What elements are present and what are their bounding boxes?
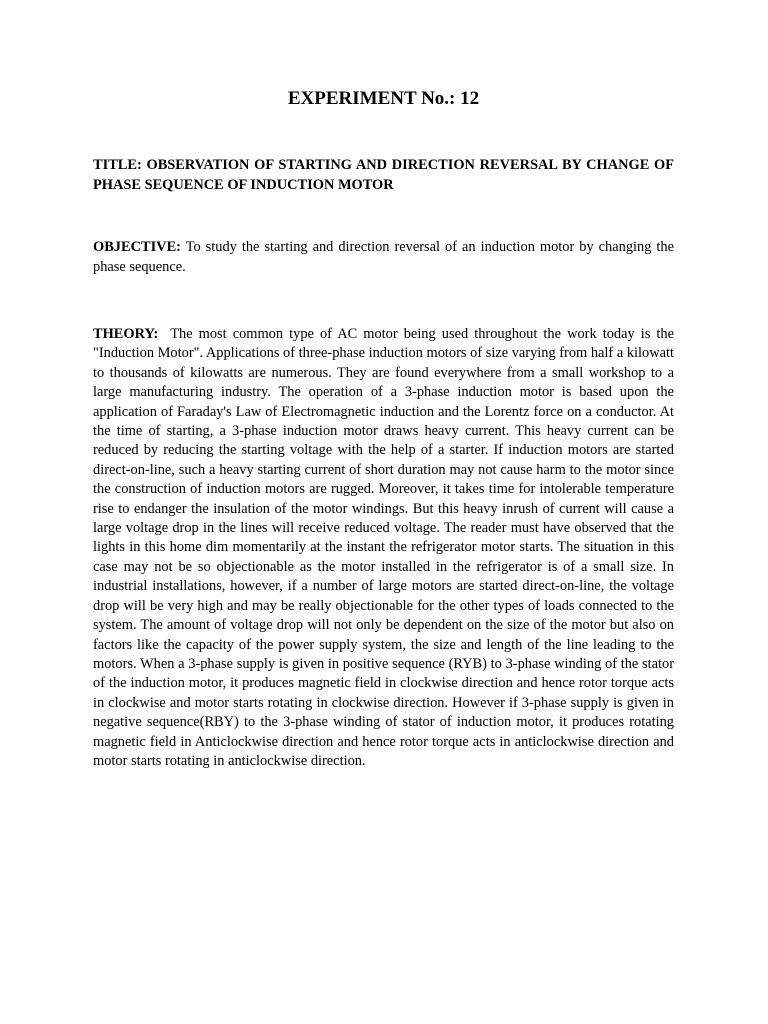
objective-section: [93, 237, 674, 277]
objective-label: OBJECTIVE:: [93, 239, 181, 255]
theory-section: [93, 325, 674, 771]
document-page: [93, 0, 674, 1024]
objective-text: To study the starting and direction reversal of an induction motor by changing the phase sequence.: [93, 239, 674, 275]
theory-text: The most common type of AC motor being used throughout the work today is the "Induction Motor". Applications of three-phase induction motors of size varying from half a kilowatt to thousands of kilowatts are numerous. They are found everywhere from a small workshop to a large manufacturing industry. The operation of a 3-phase induction motor is based upon the application of Faraday's Law of Electromagnetic induction and the Lorentz force on a conductor. At the time of starting, a 3-phase induction motor draws heavy current. This heavy current can be reduced by reducing the starting voltage with the help of a starter. If induction motors are started direct-on-line, such a heavy starting current of short duration may not cause harm to the motor since the construction of induction motors are rugged. Moreover, it takes time for intolerable temperature rise to endanger the insulation of the motor windings. But this heavy inrush of current will cause a large voltage drop in the lines will receive reduced voltage. The reader must have observed that the lights in this home dim momentarily at the instant the refrigerator motor starts. The situation in this case may not be so objectionable as the motor installed in the refrigerator is of a small size. In industrial installations, however, if a number of large motors are started direct-on-line, the voltage drop will be very high and may be really objectionable for the other types of loads connected to the system. The amount of voltage drop will not only be dependent on the size of the motor but also on factors like the capacity of the power supply system, the size and length of the line leading to the motors. When a 3-phase supply is given in positive sequence (RYB) to 3-phase winding of the stator of the induction motor, it produces magnetic field in clockwise direction and hence rotor torque acts in clockwise and motor starts rotating in clockwise direction. However if 3-phase supply is given in negative sequence(RBY) to the 3-phase winding of stator of induction motor, it produces rotating magnetic field in Anticlockwise direction and hence rotor torque acts in anticlockwise direction and motor starts rotating in anticlockwise direction.: [93, 326, 675, 769]
experiment-title: TITLE: OBSERVATION OF STARTING AND DIRECTION REVERSAL BY CHANGE OF PHASE SEQUENCE OF INDUCTION MOTOR: [93, 157, 674, 193]
theory-label: THEORY:: [93, 326, 159, 342]
experiment-heading: EXPERIMENT No.: 12: [287, 88, 480, 109]
